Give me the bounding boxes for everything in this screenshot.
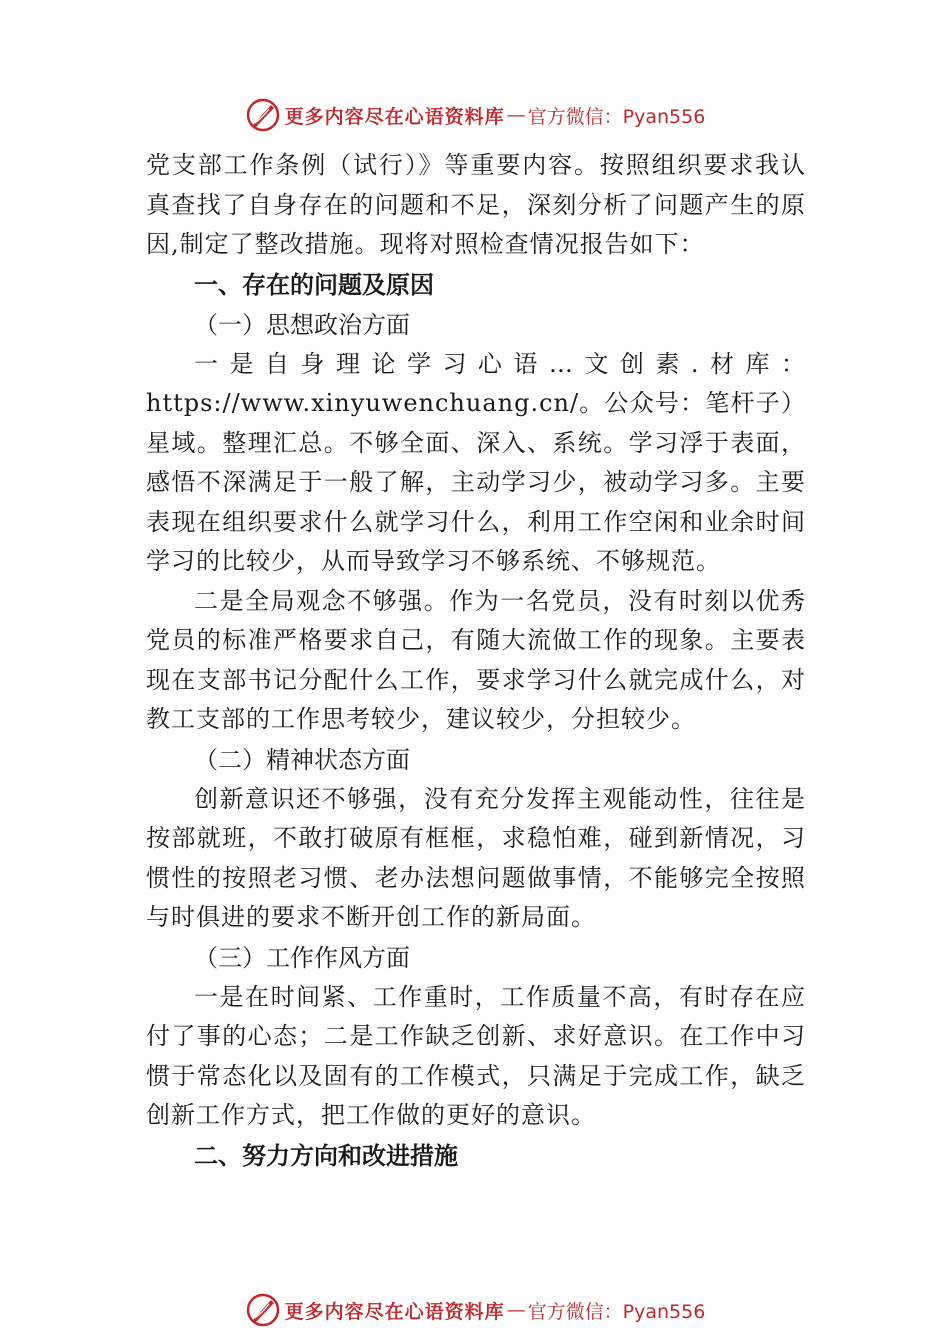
footer-banner-dash: — <box>506 1299 526 1321</box>
footer-banner-text: 更多内容尽在心语资料库 <box>284 1300 505 1323</box>
paragraph-overall-view: 二是全局观念不够强。作为一名党员，没有时刻以优秀党员的标准严格要求自己，有随大流做工作的现象。主要表现在支部书记分配什么工作，要求学习什么就完成什么，对教工支部的工作思考较少，建议较少，分担较少。 <box>146 586 806 733</box>
paragraph-theory-study: 一是自身理论学习心语…文创素.材库：https://www.xinyuwenchuang.cn/。公众号：笔杆子）星域。整理汇总。不够全面、深入、系统。学习浮于表面，感悟不深满足于一般了解，主动学习少，被动学习多。主要表现在组织要求什么就学习什么，利用工作空闲和业余时间学习的比较少，从而导致学习不够系统、不够规范。 <box>146 349 806 575</box>
paragraph-work-quality: 一是在时间紧、工作重时，工作质量不高，有时存在应付了事的心态；二是工作缺乏创新、求好意识。在工作中习惯于常态化以及固有的工作模式，只满足于完成工作，缺乏创新工作方式，把工作做的更好的意识。 <box>146 982 806 1129</box>
footer-banner-wechat: 官方微信：Pyan556 <box>527 1300 706 1323</box>
header-banner-wechat: 官方微信：Pyan556 <box>527 105 706 128</box>
footer-banner <box>0 1290 950 1330</box>
section-heading-problems: 一、存在的问题及原因 <box>194 270 434 299</box>
paragraph-innovation: 创新意识还不够强，没有充分发挥主观能动性，往往是按部就班，不敢打破原有框框，求稳怕难，碰到新情况，习惯性的按照老习惯、老办法想问题做事情，不能够完全按照与时俱进的要求不断开创工作的新局面。 <box>146 784 806 931</box>
subsection-heading-work-style: （三）工作作风方面 <box>194 943 410 972</box>
section-heading-improvements: 二、努力方向和改进措施 <box>194 1141 458 1170</box>
header-banner <box>0 95 950 135</box>
document-body <box>146 146 806 1176</box>
quill-pen-seal-icon <box>245 1292 281 1328</box>
intro-paragraph: 党支部工作条例（试行）》等重要内容。按照组织要求我认真查找了自身存在的问题和不足，深刻分析了问题产生的原因,制定了整改措施。现将对照检查情况报告如下： <box>146 151 806 258</box>
header-banner-text: 更多内容尽在心语资料库 <box>284 105 505 128</box>
subsection-heading-ideology: （一）思想政治方面 <box>194 310 410 339</box>
header-banner-dash: — <box>506 104 526 126</box>
quill-pen-seal-icon <box>245 97 281 133</box>
subsection-heading-mental-state: （二）精神状态方面 <box>194 745 410 774</box>
